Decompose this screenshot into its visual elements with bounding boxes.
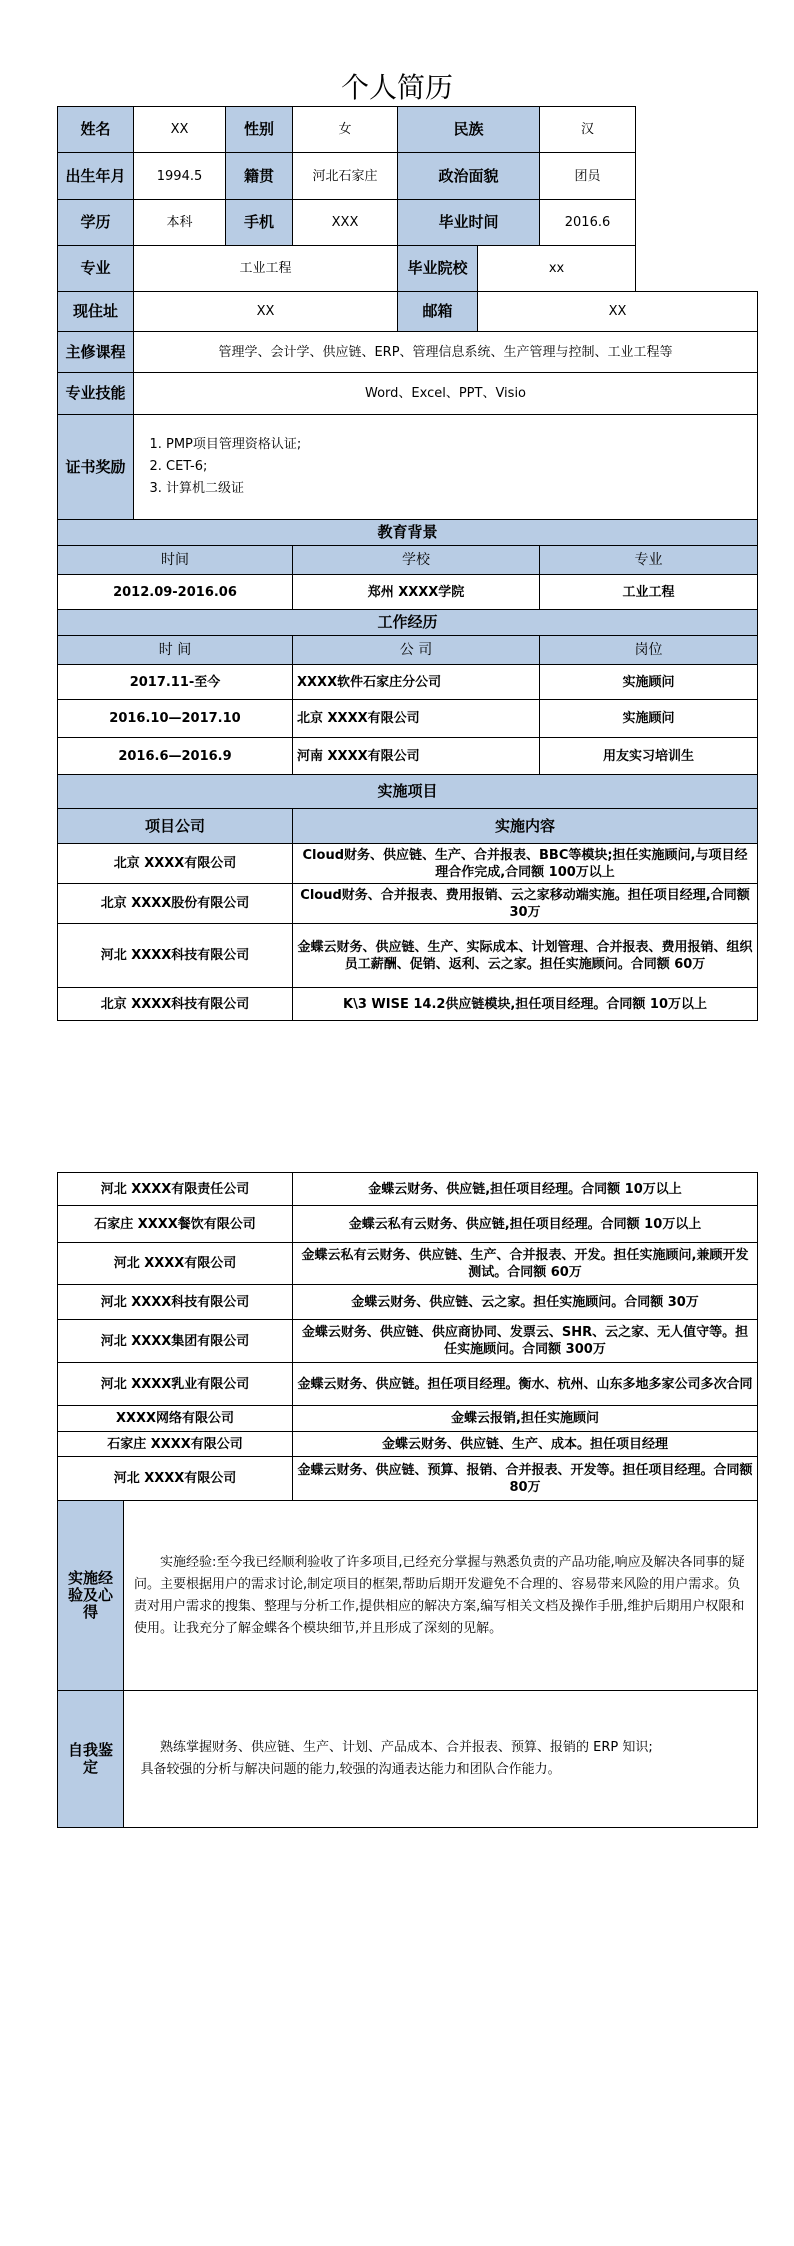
project-company: 石家庄 XXXX餐饮有限公司 (58, 1206, 293, 1243)
edu-major: 工业工程 (540, 575, 758, 610)
project-content: 金蝶云财务、供应链、生产、成本。担任项目经理 (293, 1432, 758, 1457)
work-position: 用友实习培训生 (540, 738, 758, 775)
certs-label: 证书奖励 (58, 415, 134, 520)
skills-label: 专业技能 (58, 373, 134, 415)
birth-label: 出生年月 (58, 153, 134, 200)
project-content: 金蝶云报销,担任实施顾问 (293, 1406, 758, 1432)
projects-section-title: 实施项目 (58, 775, 758, 809)
work-time: 2017.11-至今 (58, 665, 293, 700)
edu-header-major: 专业 (540, 546, 758, 575)
project-content: 金蝶云财务、供应链、供应商协同、发票云、SHR、云之家、无人值守等。担任实施顾问。合同额 300万 (293, 1320, 758, 1363)
project-content: Cloud财务、合并报表、费用报销、云之家移动端实施。担任项目经理,合同额 30万 (293, 884, 758, 924)
resume-table-page2 (57, 1172, 758, 1828)
resume-title: 个人简历 (340, 71, 453, 104)
work-company: 河南 XXXX有限公司 (293, 738, 540, 775)
cert-item: 2. CET-6; (166, 456, 753, 478)
project-company: 河北 XXXX集团有限公司 (58, 1320, 293, 1363)
political-value: 团员 (540, 153, 636, 200)
project-company: 河北 XXXX科技有限公司 (58, 924, 293, 988)
phone-label: 手机 (226, 200, 293, 246)
experience-text: 实施经验:至今我已经顺利验收了许多项目,已经充分掌握与熟悉负责的产品功能,响应及解决各同事的疑问。主要根据用户的需求讨论,制定项目的框架,帮助后期开发避免不合理的、容易带来风险的用户需求。负责对用户需求的搜集、整理与分析工作,提供相应的解决方案,编写相关文档及操作手册,维护后期用户权限和使用。让我充分了解金蝶各个模块细节,并且形成了深刻的见解。 (134, 1554, 745, 1636)
origin-value: 河北石家庄 (293, 153, 398, 200)
project-content: Cloud财务、供应链、生产、合并报表、BBC等模块;担任实施顾问,与项目经理合作完成,合同额 100万以上 (293, 844, 758, 884)
project-content: 金蝶云财务、供应链、预算、报销、合并报表、开发等。担任项目经理。合同额 80万 (293, 1457, 758, 1501)
work-position: 实施顾问 (540, 700, 758, 738)
courses-label: 主修课程 (58, 332, 134, 373)
project-company: 石家庄 XXXX有限公司 (58, 1432, 293, 1457)
education-section-title: 教育背景 (58, 520, 758, 546)
school-label: 毕业院校 (398, 246, 478, 292)
origin-label: 籍贯 (226, 153, 293, 200)
school-value: xx (478, 246, 636, 292)
project-content: 金蝶云财务、供应链,担任项目经理。合同额 10万以上 (293, 1173, 758, 1206)
courses-value: 管理学、会计学、供应链、ERP、管理信息系统、生产管理与控制、工业工程等 (134, 332, 758, 373)
phone-value: XXX (293, 200, 398, 246)
birth-value: 1994.5 (134, 153, 226, 200)
project-company: 河北 XXXX有限公司 (58, 1457, 293, 1501)
work-company: 北京 XXXX有限公司 (293, 700, 540, 738)
project-content: 金蝶云财务、供应链、云之家。担任实施顾问。合同额 30万 (293, 1285, 758, 1320)
work-position: 实施顾问 (540, 665, 758, 700)
project-content: 金蝶云财务、供应链、生产、实际成本、计划管理、合并报表、费用报销、组织员工薪酬、促销、返利、云之家。担任实施顾问。合同额 60万 (293, 924, 758, 988)
name-value: XX (134, 107, 226, 153)
skills-value: Word、Excel、PPT、Visio (134, 373, 758, 415)
ethnicity-value: 汉 (540, 107, 636, 153)
project-content: 金蝶云私有云财务、供应链、生产、合并报表、开发。担任实施顾问,兼顾开发测试。合同额 60万 (293, 1243, 758, 1285)
address-value: XX (134, 292, 398, 332)
project-company: 北京 XXXX科技有限公司 (58, 988, 293, 1021)
gender-label: 性别 (226, 107, 293, 153)
project-content: 金蝶云财务、供应链。担任项目经理。衡水、杭州、山东多地多家公司多次合同 (293, 1363, 758, 1406)
resume-table-page1 (57, 106, 758, 1021)
graduation-value: 2016.6 (540, 200, 636, 246)
ethnicity-label: 民族 (398, 107, 540, 153)
graduation-label: 毕业时间 (398, 200, 540, 246)
self-eval-label: 自我鉴定 (58, 1691, 124, 1828)
work-header-company: 公 司 (293, 636, 540, 665)
certs-value (134, 415, 758, 520)
email-label: 邮箱 (398, 292, 478, 332)
project-company: 河北 XXXX科技有限公司 (58, 1285, 293, 1320)
work-time: 2016.6—2016.9 (58, 738, 293, 775)
project-content: K\3 WISE 14.2供应链模块,担任项目经理。合同额 10万以上 (293, 988, 758, 1021)
education-value: 本科 (134, 200, 226, 246)
work-header-time: 时 间 (58, 636, 293, 665)
cert-item: 3. 计算机二级证 (166, 478, 753, 500)
self-eval-line2: 具备较强的分析与解决问题的能力,较强的沟通表达能力和团队合作能力。 (140, 1762, 561, 1777)
major-label: 专业 (58, 246, 134, 292)
project-content: 金蝶云私有云财务、供应链,担任项目经理。合同额 10万以上 (293, 1206, 758, 1243)
edu-header-time: 时间 (58, 546, 293, 575)
experience-label: 实施经验及心得 (58, 1501, 124, 1691)
edu-header-school: 学校 (293, 546, 540, 575)
projects-header-content: 实施内容 (293, 809, 758, 844)
work-section-title: 工作经历 (58, 610, 758, 636)
experience-text-cell (124, 1501, 758, 1691)
political-label: 政治面貌 (398, 153, 540, 200)
project-company: 河北 XXXX有限责任公司 (58, 1173, 293, 1206)
edu-time: 2012.09-2016.06 (58, 575, 293, 610)
education-label: 学历 (58, 200, 134, 246)
edu-school: 郑州 XXXX学院 (293, 575, 540, 610)
email-value: XX (478, 292, 758, 332)
certs-list (138, 434, 753, 500)
gender-value: 女 (293, 107, 398, 153)
project-company: XXXX网络有限公司 (58, 1406, 293, 1432)
self-eval-line1: 熟练掌握财务、供应链、生产、计划、产品成本、合并报表、预算、报销的 ERP 知识; (160, 1740, 653, 1755)
work-header-position: 岗位 (540, 636, 758, 665)
project-company: 河北 XXXX乳业有限公司 (58, 1363, 293, 1406)
self-eval-text-cell (124, 1691, 758, 1828)
project-company: 河北 XXXX有限公司 (58, 1243, 293, 1285)
projects-header-company: 项目公司 (58, 809, 293, 844)
project-company: 北京 XXXX有限公司 (58, 844, 293, 884)
address-label: 现住址 (58, 292, 134, 332)
name-label: 姓名 (58, 107, 134, 153)
photo-area (636, 107, 758, 292)
major-value: 工业工程 (134, 246, 398, 292)
work-company: XXXX软件石家庄分公司 (293, 665, 540, 700)
work-time: 2016.10—2017.10 (58, 700, 293, 738)
cert-item: 1. PMP项目管理资格认证; (166, 434, 753, 456)
project-company: 北京 XXXX股份有限公司 (58, 884, 293, 924)
